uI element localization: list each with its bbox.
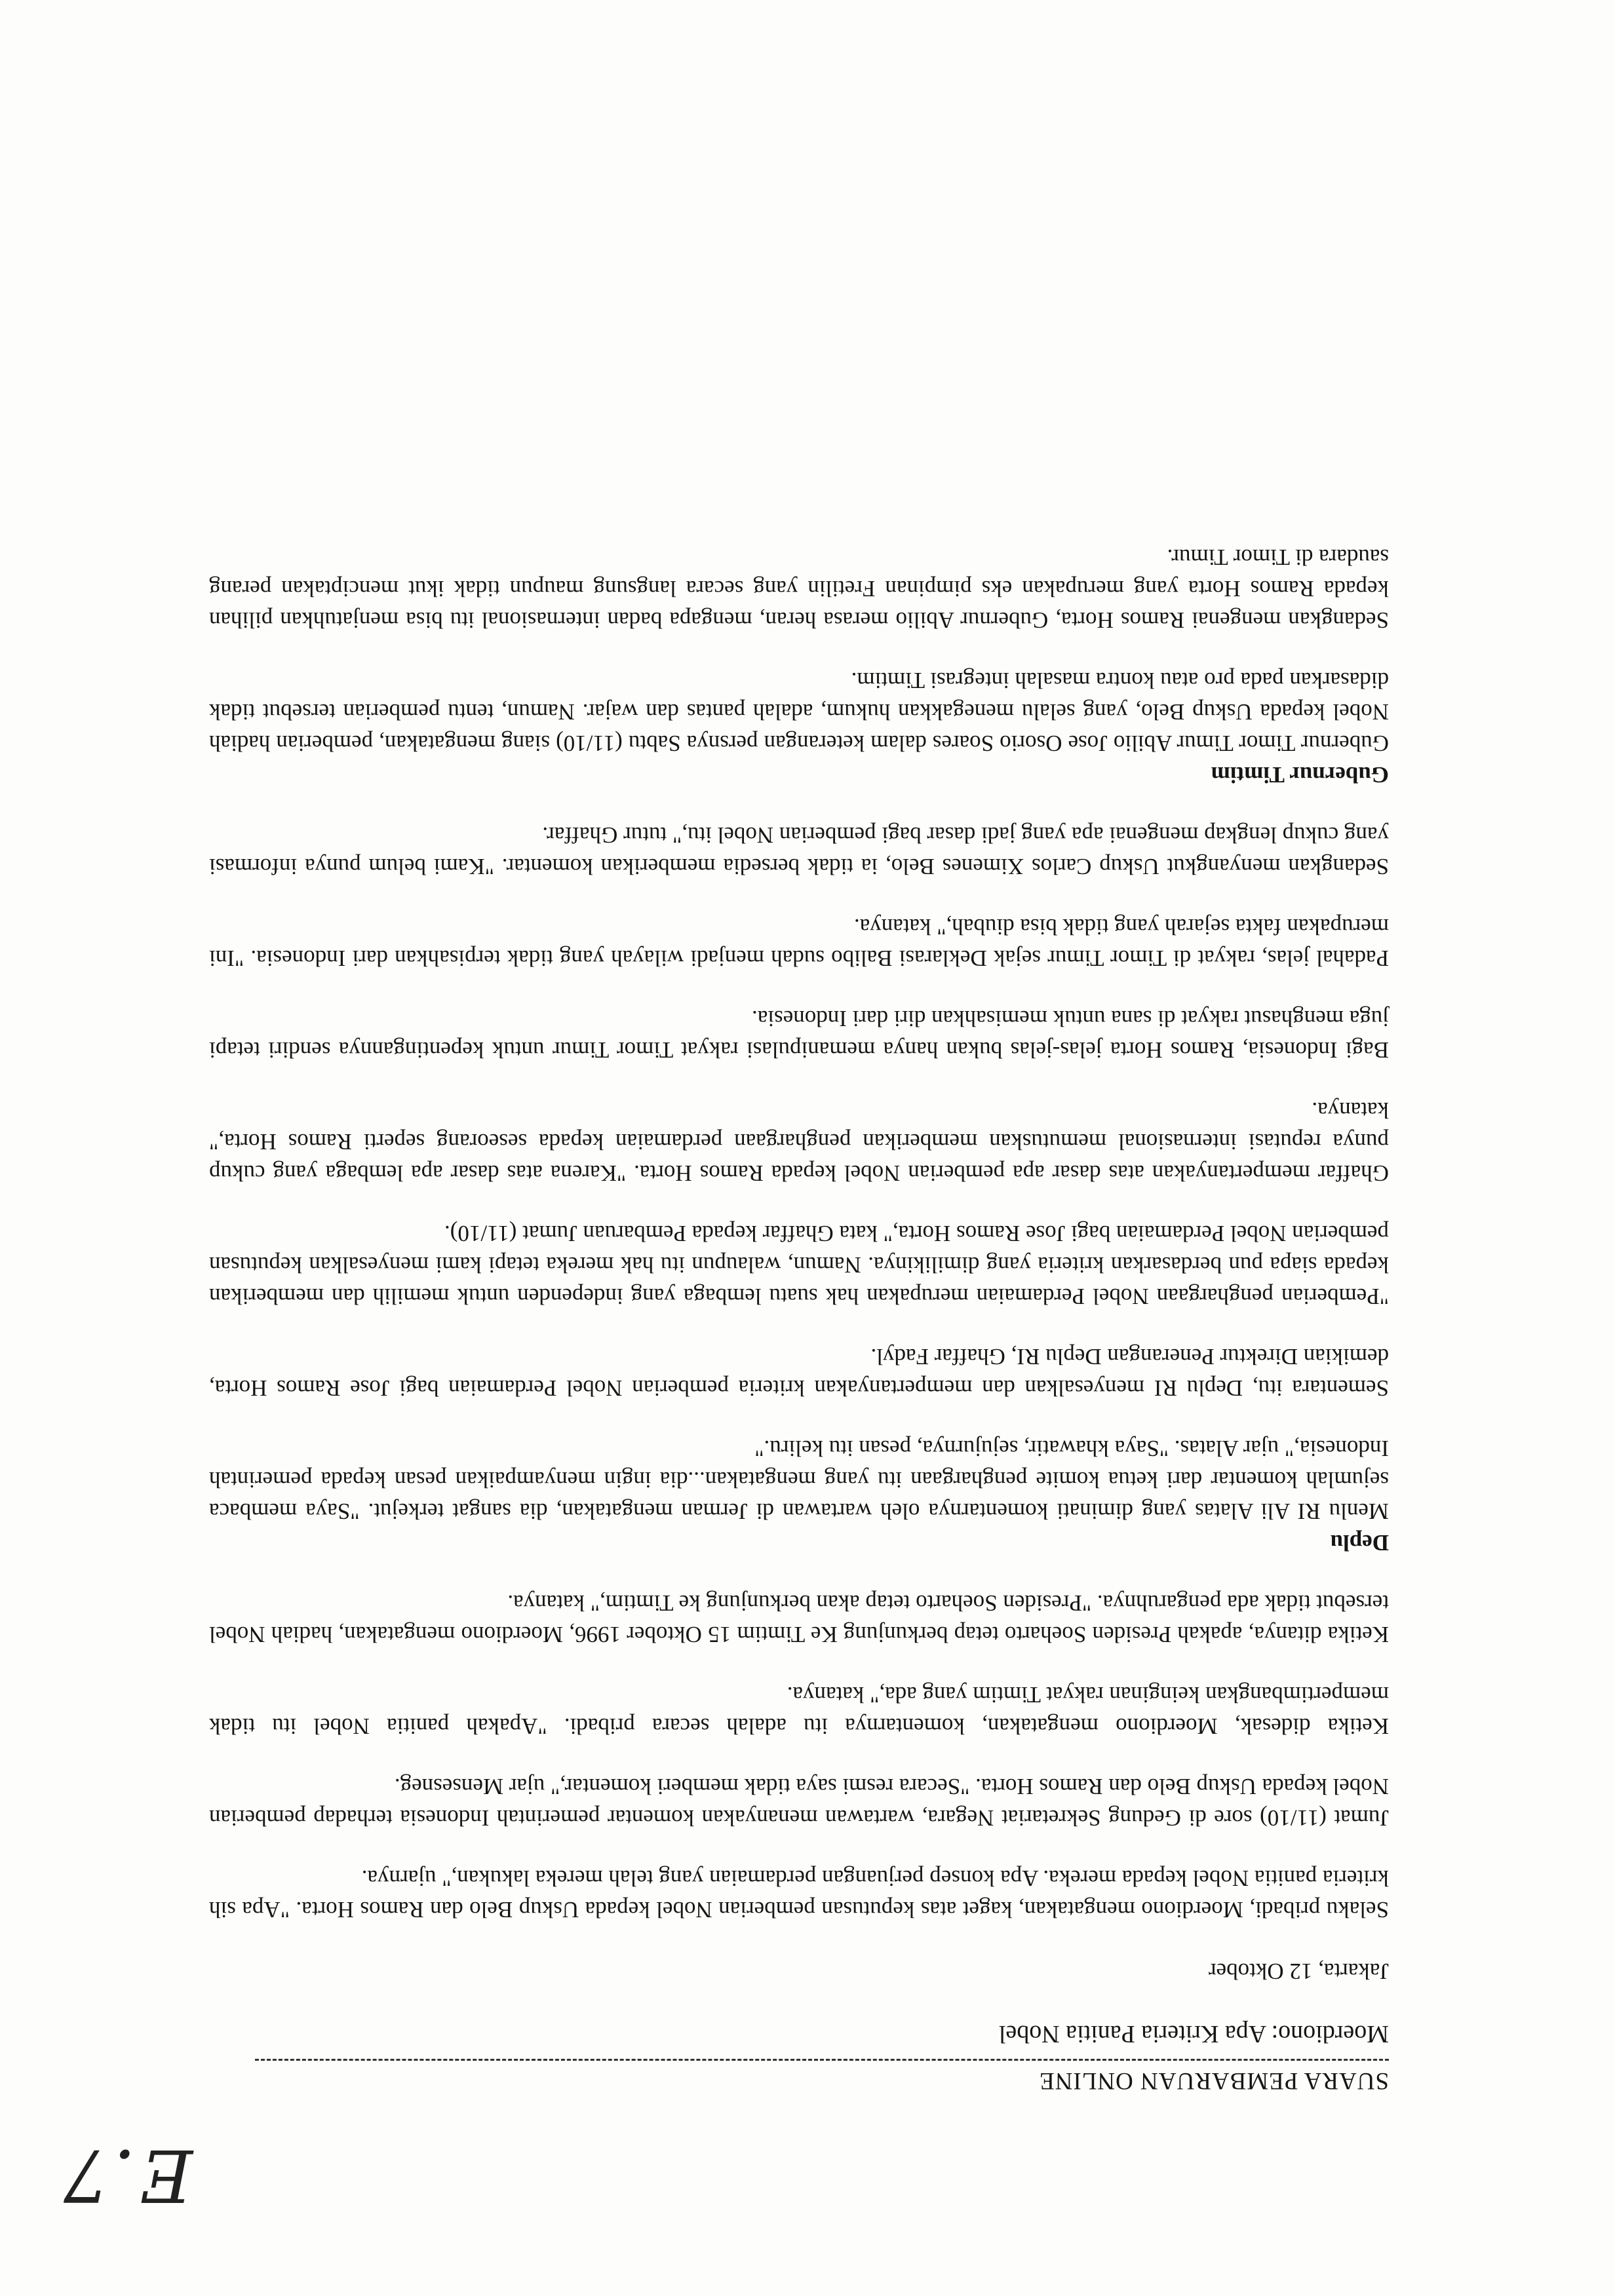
dateline: Jakarta, 12 Oktober [1208,1959,1389,1984]
paragraph: Sedangkan mengenai Ramos Horta, Gubernur Abilio merasa heran, mengapa badan internasional itu bisa menjatuhkan pilihan kepada Ramos Horta yang merupakan eks pimpinan Fretilin yang secara langsung maupun tidak ikut menciptakan perang saudara di Timor Timur. [209,545,1389,633]
headline: Moerdiono: Apa Kriteria Panitia Nobel [998,2020,1389,2048]
paragraph: Gubernur Timor Timur Abilio Jose Osorio Soares dalam keterangan persnya Sabtu (11/10) siang mengatakan, pemberian hadiah Nobel kepada Uskup Belo, yang selalu menegakkan hukum, adalah pantas dan wajar. Namun, tentu pemberian tersebut tidak didasarkan pada pro atau kontra masalah integrasi Timtim. [209,668,1389,756]
handwritten-mark: E.7 [59,2133,193,2217]
article [209,512,1389,2096]
section-heading-deplu: Deplu [1330,1530,1389,1556]
paragraph: Padahal jelas, rakyat di Timor Timur sejak Deklarasi Balibo sudah menjadi wilayah yang tidak terpisahkan dari Indonesia. "Ini merupakan fakta sejarah yang tidak bisa diubah," katanya. [209,914,1389,971]
paragraph: Jumat (11/10) sore di Gedung Sekretariat Negara, wartawan menanyakan komentar pemerintah Indonesia terhadap pemberian Nobel kepada Uskup Belo dan Ramos Horta. "Secara resmi saya tidak memberi komentar," ujar Mensesneg. [209,1774,1389,1831]
paragraph: Ketika didesak, Moerdiono mengatakan, komentarnya itu adalah secara pribadi. "Apakah panitia Nobel itu tidak mempertimbangkan keinginan rakyat Timtim yang ada," katanya. [209,1682,1389,1739]
paragraph: Sedangkan menyangkut Uskup Carlos Ximenes Belo, ia tidak bersedia memberikan komentar. "Kami belum punya informasi yang cukup lengkap mengenai apa yang jadi dasar bagi pemberian Nobel itu," tutur Ghaffar. [209,822,1389,879]
paragraph: Sementara itu, Deplu RI menyesalkan dan mempertanyakan kriteria pemberian Nobel Perdamaian bagi Jose Ramos Horta, demikian Direktur Penerangan Deplu RI, Ghaffar Fadyl. [209,1344,1389,1401]
paragraph: Selaku pribadi, Moerdiono mengatakan, kaget atas keputusan pemberian Nobel kepada Uskup Belo dan Ramos Horta. "Apa sih kriteria panitia Nobel kepada mereka. Apa konsep perjuangan perdamaian yang telah mereka lakukan," ujarnya. [209,1866,1389,1923]
dashed-divider [255,2059,1389,2061]
source-title: SUARA PEMBARUAN ONLINE [1039,2067,1389,2094]
paragraph: "Pemberian penghargaan Nobel Perdamaian merupakan hak suatu lembaga yang independen untuk memilih dan memberikan kepada siapa pun berdasarkan kriteria yang dimilikinya. Namun, walaupun itu hak mereka tetapi kami menyesalkan keputusan pemberian Nobel Perdamaian bagi Jose Ramos Horta," kata Ghaffar kepada Pembaruan Jumat (11/10). [209,1221,1389,1309]
section-heading-gubernur: Gubernur Timtim [1211,762,1389,788]
paragraph: Bagi Indonesia, Ramos Horta jelas-jelas bukan hanya memanipulasi rakyat Timor Timur untuk kepentingannya sendiri tetapi juga menghasut rakyat di sana untuk memisahkan diri dari Indonesia. [209,1006,1389,1063]
paragraph: Ghaffar mempertanyakan atas dasar apa pemberian Nobel kepada Ramos Horta. "Karena atas dasar apa lembaga yang cukup punya reputasi internasional memutuskan memberikan penghargaan perdamaian kepada seseorang seperti Ramos Horta," katanya. [209,1098,1389,1186]
paragraph: Ketika ditanya, apakah Presiden Soeharto tetap berkunjung Ke Timtim 15 Oktober 1996, Moerdiono mengatakan, hadiah Nobel tersebut tidak ada pengaruhnya. "Presiden Soeharto tetap akan berkunjung ke Timtim," katanya. [209,1590,1389,1647]
paragraph: Menlu RI Ali Alatas yang diminati komentarnya oleh wartawan di Jerman mengatakan, dia sangat terkejut. "Saya membaca sejumlah komentar dari ketua komite penghargaan itu yang mengatakan...dia ingin menyampaikan pesan kepada pemerintah Indonesia," ujar Alatas. "Saya khawatir, sejujurnya, pesan itu keliru." [209,1436,1389,1524]
